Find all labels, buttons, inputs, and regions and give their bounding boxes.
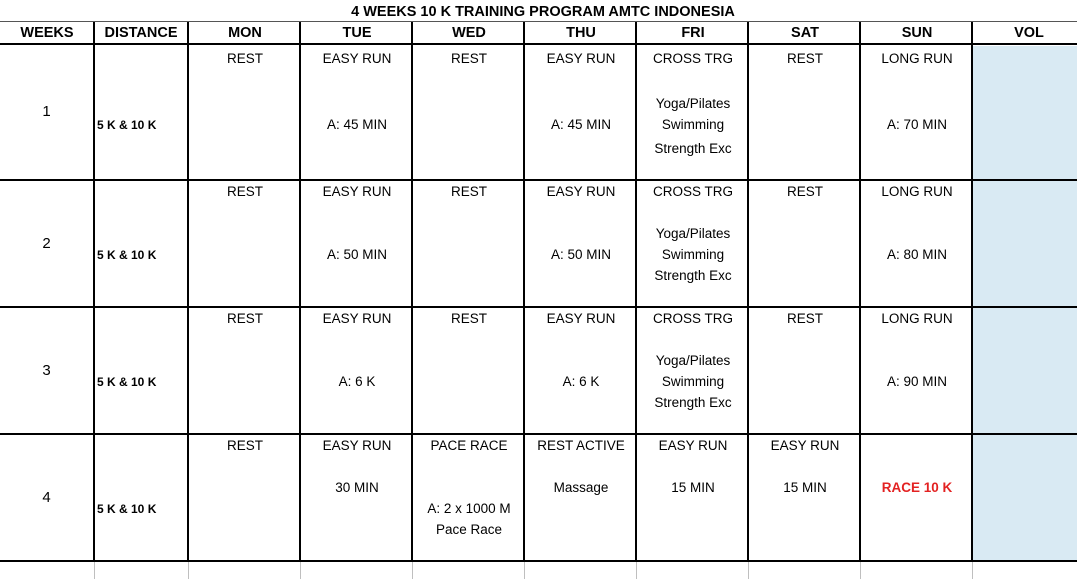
sheet-gridline [412, 562, 413, 579]
cell-wed[interactable] [413, 45, 525, 180]
workout-label: REST [226, 51, 263, 66]
cell-mon[interactable] [189, 180, 301, 307]
workout-label: LONG RUN [881, 184, 953, 199]
workout-detail: A: 50 MIN [550, 247, 612, 262]
cell-sat[interactable] [749, 180, 861, 307]
workout-label: CROSS TRG [652, 51, 733, 66]
grid-line [299, 22, 301, 562]
grid-line [187, 22, 189, 562]
workout-detail: A: 45 MIN [326, 117, 388, 132]
workout-label: EASY RUN [658, 438, 728, 453]
cell-tue[interactable] [301, 180, 413, 307]
workout-label: EASY RUN [546, 311, 616, 326]
workout-detail: A: 90 MIN [886, 374, 948, 389]
workout-detail: Yoga/Pilates [655, 353, 731, 368]
grid-line [0, 306, 1077, 308]
grid-line [635, 22, 637, 562]
workout-label: REST [786, 184, 823, 199]
header-distance: DISTANCE [104, 25, 178, 41]
week-number: 3 [42, 362, 51, 379]
cell-sun[interactable] [861, 45, 973, 180]
header-fri: FRI [681, 25, 705, 41]
cell-tue[interactable] [301, 307, 413, 434]
distance-value: 5 K & 10 K [97, 118, 157, 132]
workout-label: EASY RUN [322, 438, 392, 453]
week-number: 4 [42, 489, 51, 506]
workout-label: LONG RUN [881, 51, 953, 66]
distance-value: 5 K & 10 K [97, 375, 157, 389]
workout-detail: A: 6 K [338, 374, 376, 389]
workout-detail: Yoga/Pilates [655, 96, 731, 111]
workout-detail: A: 6 K [562, 374, 600, 389]
cell-fri[interactable] [637, 434, 749, 561]
grid-line [0, 179, 1077, 181]
workout-detail: Yoga/Pilates [655, 226, 731, 241]
race-label: RACE 10 K [881, 480, 953, 495]
workout-detail: A: 50 MIN [326, 247, 388, 262]
cell-sun[interactable] [861, 434, 973, 561]
cell-tue[interactable] [301, 45, 413, 180]
workout-label: EASY RUN [322, 311, 392, 326]
workout-detail: 15 MIN [671, 480, 715, 495]
workout-label: REST [786, 51, 823, 66]
sheet-title: 4 WEEKS 10 K TRAINING PROGRAM AMTC INDONESIA [351, 4, 735, 20]
sheet-gridline [748, 562, 749, 579]
week-number: 2 [42, 235, 51, 252]
cell-sat[interactable] [749, 45, 861, 180]
grid-line [0, 43, 1077, 45]
workout-label: LONG RUN [881, 311, 953, 326]
workout-label: REST ACTIVE [537, 438, 625, 453]
workout-label: EASY RUN [546, 51, 616, 66]
vol-cell-week-1[interactable] [973, 46, 1077, 179]
header-vol: VOL [1014, 25, 1044, 41]
vol-cell-week-2[interactable] [973, 181, 1077, 306]
workout-label: REST [450, 184, 487, 199]
cell-sun[interactable] [861, 307, 973, 434]
cell-mon[interactable] [189, 45, 301, 180]
workout-detail: Massage [553, 480, 609, 495]
grid-line [971, 22, 973, 562]
header-sat: SAT [791, 25, 819, 41]
workout-detail: A: 80 MIN [886, 247, 948, 262]
cell-thu[interactable] [525, 45, 637, 180]
sheet-gridline [972, 562, 973, 579]
workout-detail: Swimming [661, 117, 725, 132]
workout-label: CROSS TRG [652, 184, 733, 199]
vol-cell-week-3[interactable] [973, 308, 1077, 433]
workout-detail: A: 70 MIN [886, 117, 948, 132]
grid-line [859, 22, 861, 562]
workout-label: PACE RACE [430, 438, 508, 453]
sheet-gridline [524, 562, 525, 579]
workout-label: REST [226, 438, 263, 453]
grid-line [411, 22, 413, 562]
workout-detail: Strength Exc [654, 395, 732, 410]
grid-line [747, 22, 749, 562]
cell-mon[interactable] [189, 434, 301, 561]
workout-detail: Strength Exc [654, 268, 732, 283]
sheet-gridline [300, 562, 301, 579]
sheet-gridline [636, 562, 637, 579]
header-mon: MON [228, 25, 262, 41]
cell-sun[interactable] [861, 180, 973, 307]
header-thu: THU [566, 25, 596, 41]
cell-sat[interactable] [749, 434, 861, 561]
distance-value: 5 K & 10 K [97, 502, 157, 516]
week-number: 1 [42, 103, 51, 120]
header-tue: TUE [342, 25, 372, 41]
cell-fri[interactable] [637, 307, 749, 434]
cell-thu[interactable] [525, 434, 637, 561]
grid-line [523, 22, 525, 562]
cell-thu[interactable] [525, 307, 637, 434]
workout-label: EASY RUN [322, 184, 392, 199]
cell-tue[interactable] [301, 434, 413, 561]
distance-value: 5 K & 10 K [97, 248, 157, 262]
cell-mon[interactable] [189, 307, 301, 434]
sheet-gridline [860, 562, 861, 579]
cell-wed[interactable] [413, 180, 525, 307]
grid-line [0, 560, 1077, 562]
grid-line [93, 22, 95, 562]
sheet-gridline [188, 562, 189, 579]
workout-detail: Swimming [661, 374, 725, 389]
workout-detail: A: 45 MIN [550, 117, 612, 132]
workout-label: EASY RUN [322, 51, 392, 66]
cell-thu[interactable] [525, 180, 637, 307]
workout-label: EASY RUN [770, 438, 840, 453]
cell-wed[interactable] [413, 307, 525, 434]
cell-sat[interactable] [749, 307, 861, 434]
workout-detail: 15 MIN [783, 480, 827, 495]
cell-wed[interactable] [413, 434, 525, 561]
sheet-gridline [94, 562, 95, 579]
grid-line [0, 433, 1077, 435]
workout-label: EASY RUN [546, 184, 616, 199]
workout-detail: Swimming [661, 247, 725, 262]
workout-label: REST [786, 311, 823, 326]
workout-label: REST [450, 311, 487, 326]
workout-detail: 30 MIN [335, 480, 379, 495]
cell-fri[interactable] [637, 45, 749, 180]
header-sun: SUN [901, 25, 933, 41]
header-wed: WED [452, 25, 486, 41]
workout-label: REST [450, 51, 487, 66]
header-weeks: WEEKS [20, 25, 74, 41]
workout-detail: Pace Race [435, 522, 503, 537]
vol-cell-week-4[interactable] [973, 435, 1077, 560]
cell-fri[interactable] [637, 180, 749, 307]
grid-line [0, 21, 1077, 22]
workout-label: REST [226, 184, 263, 199]
workout-detail: Strength Exc [654, 141, 732, 156]
workout-label: REST [226, 311, 263, 326]
workout-detail: A: 2 x 1000 M [427, 501, 511, 516]
workout-label: CROSS TRG [652, 311, 733, 326]
